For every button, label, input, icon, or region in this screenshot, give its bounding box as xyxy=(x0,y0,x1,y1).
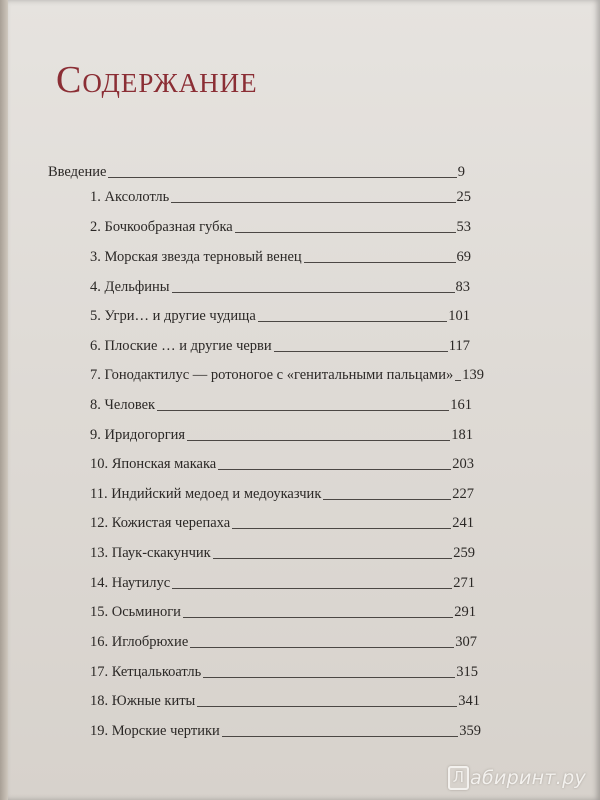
toc-page-number: 53 xyxy=(456,219,471,235)
watermark-text: абиринт.ру xyxy=(470,767,586,789)
toc-entry xyxy=(90,397,472,414)
toc-page-number: 139 xyxy=(462,367,484,383)
toc-page-number: 117 xyxy=(448,338,470,354)
watermark xyxy=(448,766,586,790)
toc-entry xyxy=(90,634,477,651)
toc-entry xyxy=(90,604,476,621)
toc-page-number: 241 xyxy=(452,515,474,531)
toc-entry-title: 4. Дельфины xyxy=(90,279,170,295)
toc-leader-line xyxy=(304,262,456,263)
toc-leader-line xyxy=(157,410,449,411)
toc-page-number: 227 xyxy=(452,486,474,502)
toc-page-number: 203 xyxy=(452,456,474,472)
toc-page-number: 83 xyxy=(455,279,470,295)
toc-leader-line xyxy=(232,528,451,529)
toc-entry-title: 1. Аксолотль xyxy=(90,189,170,205)
toc-leader-line xyxy=(183,617,453,618)
toc-entry xyxy=(90,545,475,562)
toc-entry-title: Введение xyxy=(48,164,107,180)
toc-entry-title: 2. Бочкообразная губка xyxy=(90,219,233,235)
page-title: Содержание xyxy=(56,59,258,101)
toc-page-number: 341 xyxy=(458,693,480,709)
toc-leader-line xyxy=(190,647,454,648)
toc-entry xyxy=(90,279,470,296)
toc-entry-title: 8. Человек xyxy=(90,397,156,413)
toc-leader-line xyxy=(222,736,458,737)
toc-page-number: 101 xyxy=(448,308,470,324)
toc-leader-line xyxy=(187,440,450,441)
toc-entry-title: 14. Наутилус xyxy=(90,575,171,591)
toc-page-number: 359 xyxy=(459,723,481,739)
toc-entry-title: 13. Паук-скакунчик xyxy=(90,545,211,561)
toc-entry-title: 7. Гонодактилус — ротоногое с «генитальными пальцами» xyxy=(90,367,454,383)
labirint-logo-icon: Л xyxy=(448,766,469,790)
toc-entry-title: 5. Угри… и другие чудища xyxy=(90,308,256,324)
toc-entry xyxy=(90,338,470,355)
toc-entry xyxy=(90,249,471,266)
toc-leader-line xyxy=(258,321,447,322)
toc-leader-line xyxy=(172,292,455,293)
toc-page-number: 291 xyxy=(454,604,476,620)
toc-entry xyxy=(90,486,474,503)
toc-entry xyxy=(90,515,474,532)
toc-page-number: 259 xyxy=(453,545,475,561)
toc-entry-title: 10. Японская макака xyxy=(90,456,217,472)
toc-entry xyxy=(90,189,471,206)
toc-leader-line xyxy=(235,232,456,233)
toc-entry-title: 3. Морская звезда терновый венец xyxy=(90,249,302,265)
toc-entry-title: 11. Индийский медоед и медоуказчик xyxy=(90,486,322,502)
toc-entry xyxy=(48,164,465,181)
toc-entry-title: 12. Кожистая черепаха xyxy=(90,515,231,531)
toc-entry xyxy=(90,575,475,592)
toc-entry-title: 18. Южные киты xyxy=(90,693,196,709)
toc-page-number: 161 xyxy=(450,397,472,413)
toc-page-number: 271 xyxy=(453,575,475,591)
toc-entry xyxy=(90,456,474,473)
toc-leader-line xyxy=(197,706,457,707)
toc-entry xyxy=(90,427,473,444)
toc-leader-line xyxy=(172,588,452,589)
toc-leader-line xyxy=(455,380,461,381)
toc-entry xyxy=(90,664,478,681)
toc-leader-line xyxy=(323,499,451,500)
toc-entry xyxy=(90,308,470,325)
toc-leader-line xyxy=(203,677,455,678)
toc-entry-title: 17. Кетцалькоатль xyxy=(90,664,202,680)
toc-page-number: 25 xyxy=(456,189,471,205)
toc-page-number: 181 xyxy=(451,427,473,443)
toc-page-number: 9 xyxy=(457,164,465,180)
toc-page-number: 315 xyxy=(456,664,478,680)
toc-entry-title: 16. Иглобрюхие xyxy=(90,634,189,650)
toc-entry xyxy=(90,367,484,384)
toc-leader-line xyxy=(108,177,456,178)
toc-entry-title: 9. Иридогоргия xyxy=(90,427,186,443)
toc-entry xyxy=(90,219,471,236)
toc-page-number: 69 xyxy=(456,249,471,265)
toc-leader-line xyxy=(274,351,448,352)
toc-page-number: 307 xyxy=(455,634,477,650)
toc-leader-line xyxy=(171,202,455,203)
toc-entry-title: 19. Морские чертики xyxy=(90,723,220,739)
toc-entry-title: 15. Осьминоги xyxy=(90,604,181,620)
toc-entry xyxy=(90,693,480,710)
toc-leader-line xyxy=(213,558,453,559)
toc-entry xyxy=(90,723,481,740)
toc-entry-title: 6. Плоские … и другие черви xyxy=(90,338,272,354)
toc-leader-line xyxy=(218,469,451,470)
